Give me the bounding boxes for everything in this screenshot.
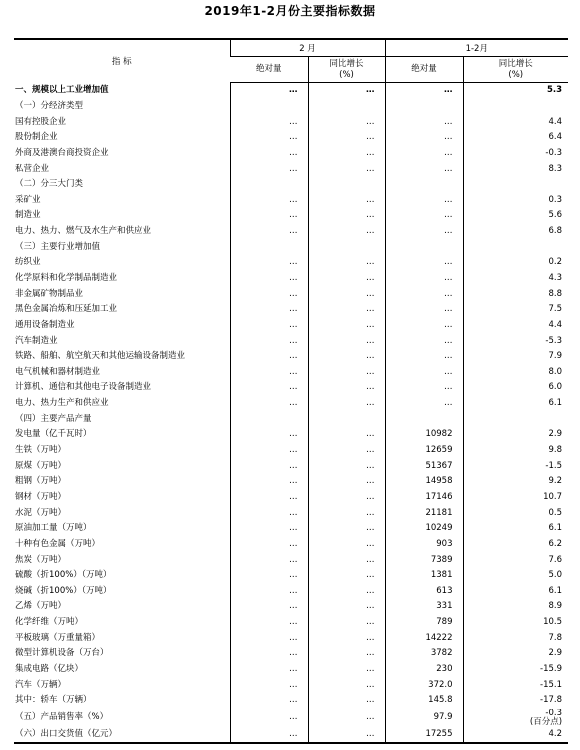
jan-feb-yoy-cell: 10.5 bbox=[463, 615, 568, 631]
jan-feb-yoy-cell: 7.5 bbox=[463, 302, 568, 318]
jan-feb-yoy-cell: 5.6 bbox=[463, 208, 568, 224]
table-row bbox=[14, 693, 568, 709]
jan-feb-yoy-cell bbox=[463, 99, 568, 115]
jan-feb-abs-cell: … bbox=[385, 365, 463, 381]
table-row bbox=[14, 302, 568, 318]
feb-yoy-cell: … bbox=[308, 599, 385, 615]
feb-yoy-cell: … bbox=[308, 286, 385, 302]
feb-abs-cell: … bbox=[230, 599, 308, 615]
table-row bbox=[14, 208, 568, 224]
yoy-header-line1: 同比增长 bbox=[329, 58, 364, 69]
feb-abs-cell: … bbox=[230, 521, 308, 537]
feb-abs-cell: … bbox=[230, 490, 308, 506]
jan-feb-abs-cell: … bbox=[385, 396, 463, 412]
feb-yoy-cell: … bbox=[308, 443, 385, 459]
feb-yoy-cell: … bbox=[308, 458, 385, 474]
jan-feb-yoy-cell: 4.4 bbox=[463, 114, 568, 130]
feb-yoy-cell: … bbox=[308, 630, 385, 646]
row-label: 黑色金属冶炼和压延加工业 bbox=[15, 304, 118, 315]
row-label: 汽车（万辆） bbox=[15, 679, 67, 690]
jan-feb-abs-cell: 372.0 bbox=[385, 677, 463, 693]
jan-feb-abs-cell: 51367 bbox=[385, 458, 463, 474]
row-label: 电气机械和器材制造业 bbox=[15, 366, 101, 377]
yoy-value: -0.3 bbox=[545, 708, 563, 718]
feb-yoy-cell: … bbox=[308, 224, 385, 240]
jan-feb-yoy-cell: -1.5 bbox=[463, 458, 568, 474]
feb-abs-cell: … bbox=[230, 568, 308, 584]
feb-yoy-cell: … bbox=[308, 161, 385, 177]
jan-feb-abs-cell: 10249 bbox=[385, 521, 463, 537]
feb-yoy-cell: … bbox=[308, 114, 385, 130]
jan-feb-abs-cell: … bbox=[385, 380, 463, 396]
table-row bbox=[14, 727, 568, 744]
row-label: （四）主要产品产量 bbox=[15, 413, 92, 424]
feb-abs-cell: … bbox=[230, 192, 308, 208]
feb-abs-cell: … bbox=[230, 662, 308, 678]
table-row bbox=[14, 584, 568, 600]
table-row bbox=[14, 662, 568, 678]
feb-abs-cell: … bbox=[230, 161, 308, 177]
jan-feb-abs-cell: … bbox=[385, 114, 463, 130]
jan-feb-yoy-cell bbox=[463, 239, 568, 255]
feb-yoy-cell bbox=[308, 177, 385, 193]
feb-yoy-cell: … bbox=[308, 302, 385, 318]
jan-feb-abs-cell: 230 bbox=[385, 662, 463, 678]
feb-abs-cell: … bbox=[230, 584, 308, 600]
table-row bbox=[14, 271, 568, 287]
jan-feb-abs-cell: … bbox=[385, 161, 463, 177]
jan-feb-yoy-cell: 5.0 bbox=[463, 568, 568, 584]
feb-abs-cell: … bbox=[230, 646, 308, 662]
feb-abs-cell: … bbox=[230, 114, 308, 130]
table-row bbox=[14, 490, 568, 506]
jan-feb-abs-cell bbox=[385, 99, 463, 115]
table-row bbox=[14, 443, 568, 459]
row-label: 其中：轿车（万辆） bbox=[15, 695, 92, 706]
feb-yoy-cell bbox=[308, 411, 385, 427]
jan-feb-abs-cell: 331 bbox=[385, 599, 463, 615]
jan-feb-abs-header: 绝对量 bbox=[385, 57, 463, 83]
row-label: 国有控股企业 bbox=[15, 116, 67, 127]
table-row bbox=[14, 255, 568, 271]
row-label: 一、规模以上工业增加值 bbox=[15, 85, 109, 96]
table-row bbox=[14, 83, 568, 99]
feb-yoy-cell: … bbox=[308, 552, 385, 568]
jan-feb-yoy-cell: 9.2 bbox=[463, 474, 568, 490]
jan-feb-yoy-cell: 5.3 bbox=[463, 83, 568, 99]
feb-abs-cell: … bbox=[230, 709, 308, 727]
table-row bbox=[14, 130, 568, 146]
feb-abs-cell: … bbox=[230, 146, 308, 162]
feb-yoy-cell: … bbox=[308, 662, 385, 678]
row-label: 发电量（亿千瓦时） bbox=[15, 429, 92, 440]
feb-yoy-cell: … bbox=[308, 490, 385, 506]
table-row bbox=[14, 427, 568, 443]
jan-feb-yoy-cell: 6.4 bbox=[463, 130, 568, 146]
feb-abs-cell: … bbox=[230, 286, 308, 302]
table-row bbox=[14, 505, 568, 521]
jan-feb-abs-cell: 1381 bbox=[385, 568, 463, 584]
row-label: 私营企业 bbox=[15, 163, 50, 174]
jan-feb-abs-cell: … bbox=[385, 349, 463, 365]
feb-abs-cell: … bbox=[230, 302, 308, 318]
jan-feb-yoy-cell: -0.3 bbox=[463, 146, 568, 162]
row-label: 粗钢（万吨） bbox=[15, 476, 67, 487]
feb-abs-cell: … bbox=[230, 693, 308, 709]
table-row bbox=[14, 615, 568, 631]
jan-feb-yoy-cell: 6.0 bbox=[463, 380, 568, 396]
jan-feb-yoy-cell: 2.9 bbox=[463, 427, 568, 443]
jan-feb-abs-cell: 97.9 bbox=[385, 709, 463, 727]
jan-feb-abs-cell: 3782 bbox=[385, 646, 463, 662]
jan-feb-yoy-cell bbox=[463, 709, 568, 727]
row-label: 钢材（万吨） bbox=[15, 491, 67, 502]
row-label: 原油加工量（万吨） bbox=[15, 523, 92, 534]
jan-feb-abs-cell: … bbox=[385, 271, 463, 287]
row-label: （二）分三大门类 bbox=[15, 179, 84, 190]
jan-feb-yoy-cell: -5.3 bbox=[463, 333, 568, 349]
row-label: 硫酸（折100%）（万吨） bbox=[15, 570, 112, 581]
jan-feb-yoy-cell: 8.0 bbox=[463, 365, 568, 381]
table-row bbox=[14, 365, 568, 381]
feb-abs-cell: … bbox=[230, 458, 308, 474]
row-label: 非金属矿物制品业 bbox=[15, 288, 84, 299]
jan-feb-abs-cell: 21181 bbox=[385, 505, 463, 521]
jan-feb-yoy-cell: 9.8 bbox=[463, 443, 568, 459]
jan-feb-group-header: 1-2月 bbox=[385, 39, 568, 57]
row-label: （五）产品销售率（%） bbox=[15, 712, 109, 723]
table-row bbox=[14, 599, 568, 615]
feb-abs-cell: … bbox=[230, 727, 308, 744]
feb-yoy-cell: … bbox=[308, 474, 385, 490]
row-label: 通用设备制造业 bbox=[15, 319, 75, 330]
row-label: 外商及港澳台商投资企业 bbox=[15, 147, 109, 158]
feb-yoy-cell bbox=[308, 239, 385, 255]
jan-feb-abs-cell: 14222 bbox=[385, 630, 463, 646]
jan-feb-yoy-cell: -17.8 bbox=[463, 693, 568, 709]
yoy-header-line2: (%) bbox=[339, 69, 354, 80]
row-label: 十种有色金属（万吨） bbox=[15, 538, 101, 549]
feb-abs-cell: … bbox=[230, 427, 308, 443]
feb-yoy-cell: … bbox=[308, 677, 385, 693]
feb-abs-cell: … bbox=[230, 349, 308, 365]
feb-abs-cell: … bbox=[230, 615, 308, 631]
yoy-header-line2: (%) bbox=[508, 69, 524, 80]
row-label: 铁路、船舶、航空航天和其他运输设备制造业 bbox=[15, 351, 186, 362]
feb-yoy-header bbox=[308, 57, 385, 83]
jan-feb-yoy-header bbox=[463, 57, 568, 83]
row-label: （三）主要行业增加值 bbox=[15, 241, 101, 252]
feb-yoy-cell: … bbox=[308, 208, 385, 224]
jan-feb-yoy-cell: 4.4 bbox=[463, 318, 568, 334]
feb-abs-cell: … bbox=[230, 130, 308, 146]
jan-feb-abs-cell: … bbox=[385, 255, 463, 271]
jan-feb-yoy-cell: 6.1 bbox=[463, 396, 568, 412]
row-label: 股份制企业 bbox=[15, 132, 58, 143]
feb-abs-cell: … bbox=[230, 224, 308, 240]
table-row bbox=[14, 146, 568, 162]
jan-feb-yoy-cell: 6.1 bbox=[463, 521, 568, 537]
row-label: （六）出口交货值（亿元） bbox=[14, 727, 230, 744]
feb-yoy-cell bbox=[308, 99, 385, 115]
jan-feb-yoy-cell: -15.9 bbox=[463, 662, 568, 678]
table-row bbox=[14, 458, 568, 474]
feb-abs-cell bbox=[230, 239, 308, 255]
feb-yoy-cell: … bbox=[308, 505, 385, 521]
feb-abs-cell: … bbox=[230, 83, 308, 99]
row-label: （一）分经济类型 bbox=[15, 100, 84, 111]
table-row bbox=[14, 318, 568, 334]
feb-yoy-cell: … bbox=[308, 380, 385, 396]
jan-feb-yoy-cell: 4.2 bbox=[463, 727, 568, 744]
table-row bbox=[14, 192, 568, 208]
feb-yoy-cell: … bbox=[308, 615, 385, 631]
feb-abs-cell: … bbox=[230, 255, 308, 271]
feb-yoy-cell: … bbox=[308, 255, 385, 271]
jan-feb-abs-cell: … bbox=[385, 208, 463, 224]
table-row bbox=[14, 161, 568, 177]
jan-feb-abs-cell: 145.8 bbox=[385, 693, 463, 709]
row-label: 集成电路（亿块） bbox=[15, 664, 84, 675]
table-row bbox=[14, 646, 568, 662]
feb-yoy-cell: … bbox=[308, 130, 385, 146]
row-label: 电力、热力、燃气及水生产和供应业 bbox=[15, 226, 152, 237]
feb-yoy-cell: … bbox=[308, 568, 385, 584]
feb-yoy-cell: … bbox=[308, 318, 385, 334]
jan-feb-abs-cell bbox=[385, 177, 463, 193]
feb-yoy-cell: … bbox=[308, 333, 385, 349]
table-row bbox=[14, 630, 568, 646]
jan-feb-abs-cell: … bbox=[385, 318, 463, 334]
feb-yoy-cell: … bbox=[308, 521, 385, 537]
jan-feb-abs-cell: 7389 bbox=[385, 552, 463, 568]
table-row bbox=[14, 114, 568, 130]
jan-feb-abs-cell: … bbox=[385, 286, 463, 302]
row-label: 平板玻璃（万重量箱） bbox=[15, 632, 101, 643]
feb-yoy-cell: … bbox=[308, 365, 385, 381]
jan-feb-abs-cell bbox=[385, 239, 463, 255]
jan-feb-yoy-cell: 8.9 bbox=[463, 599, 568, 615]
row-label: 原煤（万吨） bbox=[15, 460, 67, 471]
table-body bbox=[14, 83, 568, 744]
jan-feb-abs-cell: 12659 bbox=[385, 443, 463, 459]
table-row bbox=[14, 411, 568, 427]
jan-feb-yoy-cell: 6.1 bbox=[463, 584, 568, 600]
feb-yoy-cell: … bbox=[308, 427, 385, 443]
feb-abs-cell: … bbox=[230, 677, 308, 693]
row-label: 烧碱（折100%）（万吨） bbox=[15, 585, 112, 596]
row-label: 汽车制造业 bbox=[15, 335, 58, 346]
jan-feb-yoy-cell: 0.5 bbox=[463, 505, 568, 521]
jan-feb-abs-cell: … bbox=[385, 130, 463, 146]
feb-yoy-cell: … bbox=[308, 537, 385, 553]
feb-abs-cell bbox=[230, 177, 308, 193]
jan-feb-yoy-cell: -15.1 bbox=[463, 677, 568, 693]
feb-abs-cell: … bbox=[230, 365, 308, 381]
table-row bbox=[14, 677, 568, 693]
table-row bbox=[14, 709, 568, 727]
row-label: 微型计算机设备（万台） bbox=[15, 648, 109, 659]
jan-feb-yoy-cell: 7.8 bbox=[463, 630, 568, 646]
feb-yoy-cell: … bbox=[308, 727, 385, 744]
feb-abs-cell: … bbox=[230, 443, 308, 459]
feb-abs-cell: … bbox=[230, 271, 308, 287]
feb-abs-cell bbox=[230, 411, 308, 427]
jan-feb-abs-cell: … bbox=[385, 192, 463, 208]
feb-abs-header: 绝对量 bbox=[230, 57, 308, 83]
jan-feb-abs-cell: 789 bbox=[385, 615, 463, 631]
jan-feb-abs-cell: 10982 bbox=[385, 427, 463, 443]
jan-feb-abs-cell: … bbox=[385, 83, 463, 99]
row-label: 生铁（万吨） bbox=[15, 445, 67, 456]
row-label: 计算机、通信和其他电子设备制造业 bbox=[15, 382, 152, 393]
jan-feb-yoy-cell: 7.9 bbox=[463, 349, 568, 365]
feb-abs-cell: … bbox=[230, 333, 308, 349]
table-header bbox=[14, 39, 568, 83]
feb-abs-cell: … bbox=[230, 208, 308, 224]
jan-feb-yoy-cell bbox=[463, 177, 568, 193]
table-row bbox=[14, 239, 568, 255]
table-row bbox=[14, 99, 568, 115]
jan-feb-yoy-cell: 4.3 bbox=[463, 271, 568, 287]
table-row bbox=[14, 552, 568, 568]
row-label: 化学原料和化学制品制造业 bbox=[15, 273, 118, 283]
table-row bbox=[14, 380, 568, 396]
jan-feb-abs-cell: … bbox=[385, 333, 463, 349]
feb-abs-cell: … bbox=[230, 380, 308, 396]
row-label: 焦炭（万吨） bbox=[15, 554, 67, 565]
feb-yoy-cell: … bbox=[308, 709, 385, 727]
feb-abs-cell: … bbox=[230, 537, 308, 553]
feb-yoy-cell: … bbox=[308, 584, 385, 600]
jan-feb-yoy-cell: 2.9 bbox=[463, 646, 568, 662]
jan-feb-abs-cell: 17255 bbox=[385, 727, 463, 744]
indicator-table bbox=[14, 38, 568, 744]
jan-feb-abs-cell: … bbox=[385, 146, 463, 162]
table-row bbox=[14, 177, 568, 193]
jan-feb-abs-cell bbox=[385, 411, 463, 427]
table-row bbox=[14, 286, 568, 302]
row-label: 纺织业 bbox=[15, 257, 41, 268]
jan-feb-yoy-cell: 6.2 bbox=[463, 537, 568, 553]
jan-feb-abs-cell: 613 bbox=[385, 584, 463, 600]
feb-yoy-cell: … bbox=[308, 146, 385, 162]
row-label: 制造业 bbox=[15, 210, 41, 221]
yoy-header-line1: 同比增长 bbox=[498, 58, 533, 69]
jan-feb-yoy-cell: 10.7 bbox=[463, 490, 568, 506]
feb-yoy-cell: … bbox=[308, 349, 385, 365]
table-row bbox=[14, 396, 568, 412]
feb-abs-cell: … bbox=[230, 318, 308, 334]
feb-yoy-cell: … bbox=[308, 396, 385, 412]
jan-feb-abs-cell: 17146 bbox=[385, 490, 463, 506]
row-label: 电力、热力生产和供应业 bbox=[15, 398, 109, 409]
jan-feb-yoy-cell: 0.3 bbox=[463, 192, 568, 208]
feb-abs-cell: … bbox=[230, 552, 308, 568]
yoy-unit-note: (百分点) bbox=[529, 716, 563, 727]
row-label: 化学纤维（万吨） bbox=[15, 617, 84, 628]
jan-feb-yoy-cell bbox=[463, 411, 568, 427]
feb-yoy-cell: … bbox=[308, 83, 385, 99]
table-row bbox=[14, 521, 568, 537]
row-label: 乙烯（万吨） bbox=[15, 601, 67, 612]
jan-feb-yoy-cell: 7.6 bbox=[463, 552, 568, 568]
jan-feb-yoy-cell: 6.8 bbox=[463, 224, 568, 240]
table-row bbox=[14, 474, 568, 490]
table-row bbox=[14, 333, 568, 349]
jan-feb-yoy-cell: 8.3 bbox=[463, 161, 568, 177]
indicator-header: 指 标 bbox=[14, 39, 230, 83]
feb-yoy-cell: … bbox=[308, 646, 385, 662]
row-label: 采矿业 bbox=[15, 194, 41, 205]
jan-feb-abs-cell: … bbox=[385, 224, 463, 240]
jan-feb-abs-cell: 903 bbox=[385, 537, 463, 553]
jan-feb-yoy-cell: 0.2 bbox=[463, 255, 568, 271]
row-label: 水泥（万吨） bbox=[15, 507, 67, 518]
page-title: 2019年1-2月份主要指标数据 bbox=[204, 4, 376, 18]
feb-yoy-cell: … bbox=[308, 271, 385, 287]
table-row bbox=[14, 537, 568, 553]
jan-feb-abs-cell: 14958 bbox=[385, 474, 463, 490]
table-row bbox=[14, 568, 568, 584]
jan-feb-yoy-cell: 8.8 bbox=[463, 286, 568, 302]
feb-abs-cell: … bbox=[230, 396, 308, 412]
feb-abs-cell: … bbox=[230, 505, 308, 521]
feb-yoy-cell: … bbox=[308, 192, 385, 208]
jan-feb-abs-cell: … bbox=[385, 302, 463, 318]
feb-abs-cell: … bbox=[230, 630, 308, 646]
feb-abs-cell: … bbox=[230, 474, 308, 490]
feb-group-header: 2 月 bbox=[230, 39, 385, 57]
feb-yoy-cell: … bbox=[308, 693, 385, 709]
table-row bbox=[14, 349, 568, 365]
feb-abs-cell bbox=[230, 99, 308, 115]
table-row bbox=[14, 224, 568, 240]
